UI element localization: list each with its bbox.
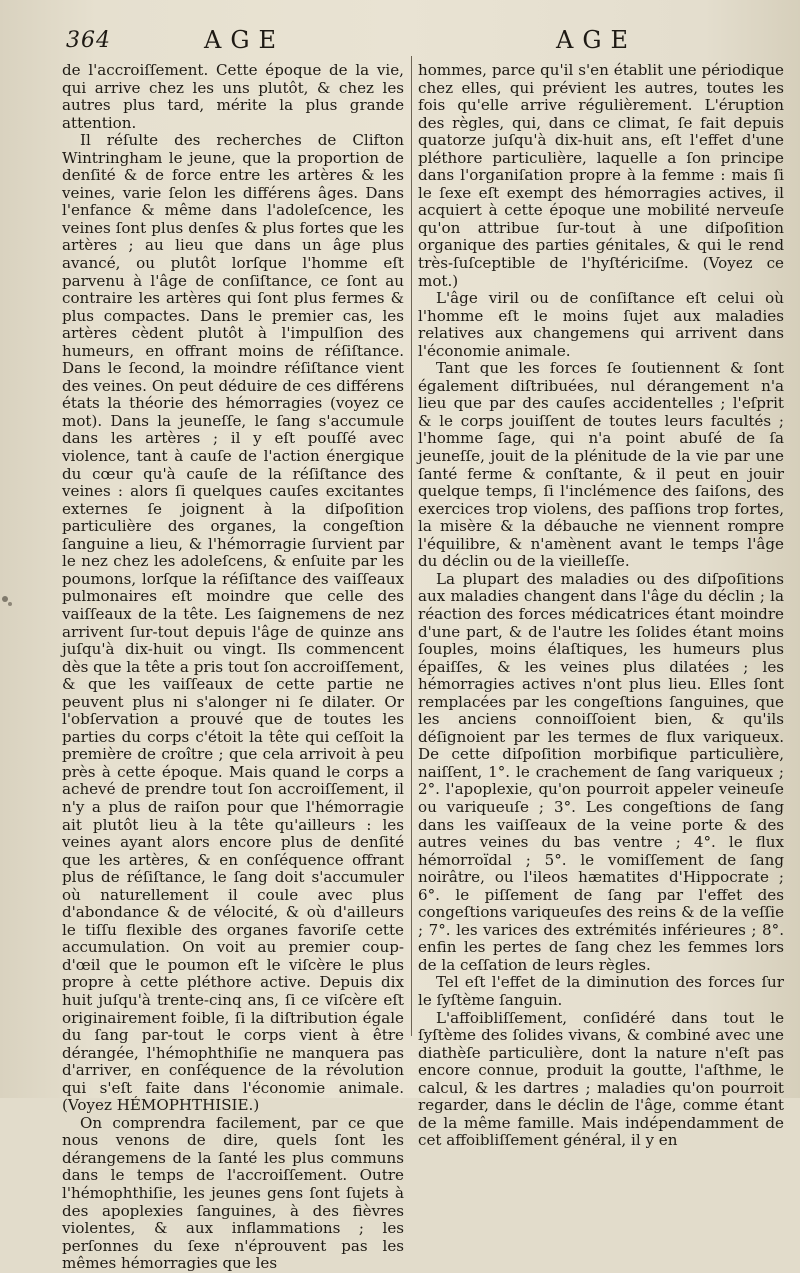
- paragraph: La plupart des maladies ou des diſpoſitions aux maladies changent dans l'âge du déclin ; la réaction des forces médicatrices étant moindre d'une part, & de l'autre les ſolides étant moins ſouples, moins élaſtiques, les humeurs plus épaiſſes, & les veines plus dilatées ; les hémorragies actives n'ont plus lieu. Elles ſont remplacées par les congeſtions ſanguines, que les anciens connoiſſoient bien, & qu'ils déſignoient par les termes de flux variqueux. De cette diſpoſition morbifique particulière, naiſſent, 1°. le crachement de ſang variqueux ; 2°. l'apoplexie, qu'on pourroit appeler veineuſe ou variqueuſe ; 3°. Les congeſtions de ſang dans les vaiſſeaux de la veine porte & des autres veines du bas ventre ; 4°. le flux hémorroïdal ; 5°. le vomiſſement de ſang noirâtre, ou l'ileos hæmatites d'Hippocrate ; 6°. le piſſement de ſang par l'effet des congeſtions variqueuſes des reins & de la veſſie ; 7°. les varices des extrémités inférieures ; 8°. enfin les pertes de ſang chez les femmes lors de la ceſſation de leurs règles.: [418, 569, 784, 974]
- paragraph: Il réſulte des recherches de Clifton Wintringham le jeune, que la proportion de denſité & de force entre les artères & les veines, varie ſelon les différens âges. Dans l'enfance & même dans l'adoleſcence, les veines ſont plus denſes & plus fortes que les artères ; au lieu que dans un âge plus avancé, ou plutôt lorſque l'homme eſt parvenu à l'âge de conſiſtance, ce ſont au contraire les artères qui ſont plus fermes & plus compactes. Dans le premier cas, les artères cèdent plutôt à l'impulſion des humeurs, en offrant moins de réſiſtance. Dans le ſecond, la moindre réſiſtance vient des veines. On peut déduire de ces différens états la théorie des hémorragies (voyez ce mot). Dans la jeuneſſe, le ſang s'accumule dans les artères ; il y eſt pouſſé avec violence, tant à cauſe de l'action énergique du cœur qu'à cauſe de la réſiſtance des veines : alors ſi quelques cauſes excitantes externes ſe joignent à la diſpoſition particulière des organes, la congeſtion ſanguine a lieu, & l'hémorragie ſurvient par le nez chez les adoleſcens, & enſuite par les poumons, lorſque la réſiſtance des vaiſſeaux pulmonaires eſt moindre que celle des vaiſſeaux de la tête. Les ſaignemens de nez arrivent ſur-tout depuis l'âge de quinze ans juſqu'à dix-huit ou vingt. Ils commencent dès que la tête a pris tout ſon accroiſſement, & que les vaiſſeaux de cette partie ne peuvent plus ni s'alonger ni ſe dilater. Or l'obſervation a prouvé que de toutes les parties du corps c'étoit la tête qui ceſſoit la première de croître ; que cela arrivoit à peu près à cette époque. Mais quand le corps a achevé de prendre tout ſon accroiſſement, il n'y a plus de raiſon pour que l'hémorragie ait plutôt lieu à la tête qu'ailleurs : les veines ayant alors encore plus de denſité que les artères, & en conſéquence offrant plus de réſiſtance, le ſang doit s'accumuler où naturellement il coule avec plus d'abondance & de vélocité, & où d'ailleurs le tiſſu flexible des organes favoriſe cette accumulation. On voit au premier coup-d'œil que le poumon eſt le viſcère le plus propre à cette pléthore active. Depuis dix huit juſqu'à trente-cinq ans, ſi ce viſcère eſt originairement foible, ſi la diſtribution égale du ſang par-tout le corps vient à être dérangée, l'hémophthiſie ne manquera pas d'arriver, en conſéquence de la révolution qui s'eſt faite dans l'économie animale. (Voyez HÉMOPHTHISIE.): [62, 131, 404, 1115]
- page-header: [0, 22, 800, 58]
- running-head-left: AGE: [204, 26, 286, 54]
- column-divider: [411, 56, 412, 1036]
- paragraph: L'âge viril ou de conſiſtance eſt celui où l'homme eſt le moins ſujet aux maladies relatives aux changemens qui arrivent dans l'économie animale.: [418, 289, 784, 360]
- left-column: [62, 61, 404, 1273]
- paragraph: On comprendra facilement, par ce que nous venons de dire, quels ſont les dérangemens de la ſanté les plus communs dans le temps de l'accroiſſement. Outre l'hémophthiſie, les jeunes gens ſont ſujets à des apoplexies ſanguines, à des fièvres violentes, & aux inflammations ; les perſonnes du ſexe n'éprouvent pas les mêmes hémorragies que les: [62, 1113, 404, 1273]
- right-column: [418, 61, 784, 1150]
- paragraph: hommes, parce qu'il s'en établit une périodique chez elles, qui prévient les autres, toutes les fois qu'elle arrive régulièrement. L'éruption des règles, qui, dans ce climat, ſe fait depuis quatorze juſqu'à dix-huit ans, eſt l'effet d'une pléthore particulière, laquelle a ſon principe dans l'organiſation propre à la femme : mais ſi le ſexe eſt exempt des hémorragies actives, il acquiert à cette époque une mobilité nerveuſe qu'on attribue ſur-tout à une diſpoſition organique des parties génitales, & qui le rend très-ſuſceptible de l'hyſtériciſme. (Voyez ce mot.): [418, 61, 784, 290]
- paragraph: de l'accroiſſement. Cette époque de la vie, qui arrive chez les uns plutôt, & chez les autres plus tard, mérite la plus grande attention.: [62, 61, 404, 132]
- paragraph: L'affoibliſſement, conſidéré dans tout le ſyſtème des ſolides vivans, & combiné avec une diathèſe particulière, dont la nature n'eſt pas encore connue, produit la goutte, l'aſthme, le calcul, & les dartres ; maladies qu'on pourroit regarder, dans le déclin de l'âge, comme étant de la même famille. Mais indépendamment de cet affoibliſſement général, il y en: [418, 1008, 784, 1150]
- paragraph: Tel eſt l'effet de la diminution des forces ſur le ſyſtème ſanguin.: [418, 973, 784, 1009]
- paragraph: Tant que les forces ſe ſoutiennent & ſont également diſtribuées, nul dérangement n'a lieu que par des cauſes accidentelles ; l'eſprit & le corps jouiſſent de toutes leurs facultés ; l'homme ſage, qui n'a point abuſé de ſa jeuneſſe, jouit de la plénitude de la vie par une ſanté ferme & conſtante, & il peut en jouir quelque temps, ſi l'inclémence des ſaiſons, des exercices trop violens, des paſſions trop fortes, la misère & la débauche ne viennent rompre l'équilibre, & n'amènent avant le temps l'âge du déclin ou de la vieilleſſe.: [418, 359, 784, 571]
- ink-blot-mark: [0, 594, 14, 608]
- page-number: 364: [66, 28, 111, 53]
- running-head-right: AGE: [556, 26, 638, 54]
